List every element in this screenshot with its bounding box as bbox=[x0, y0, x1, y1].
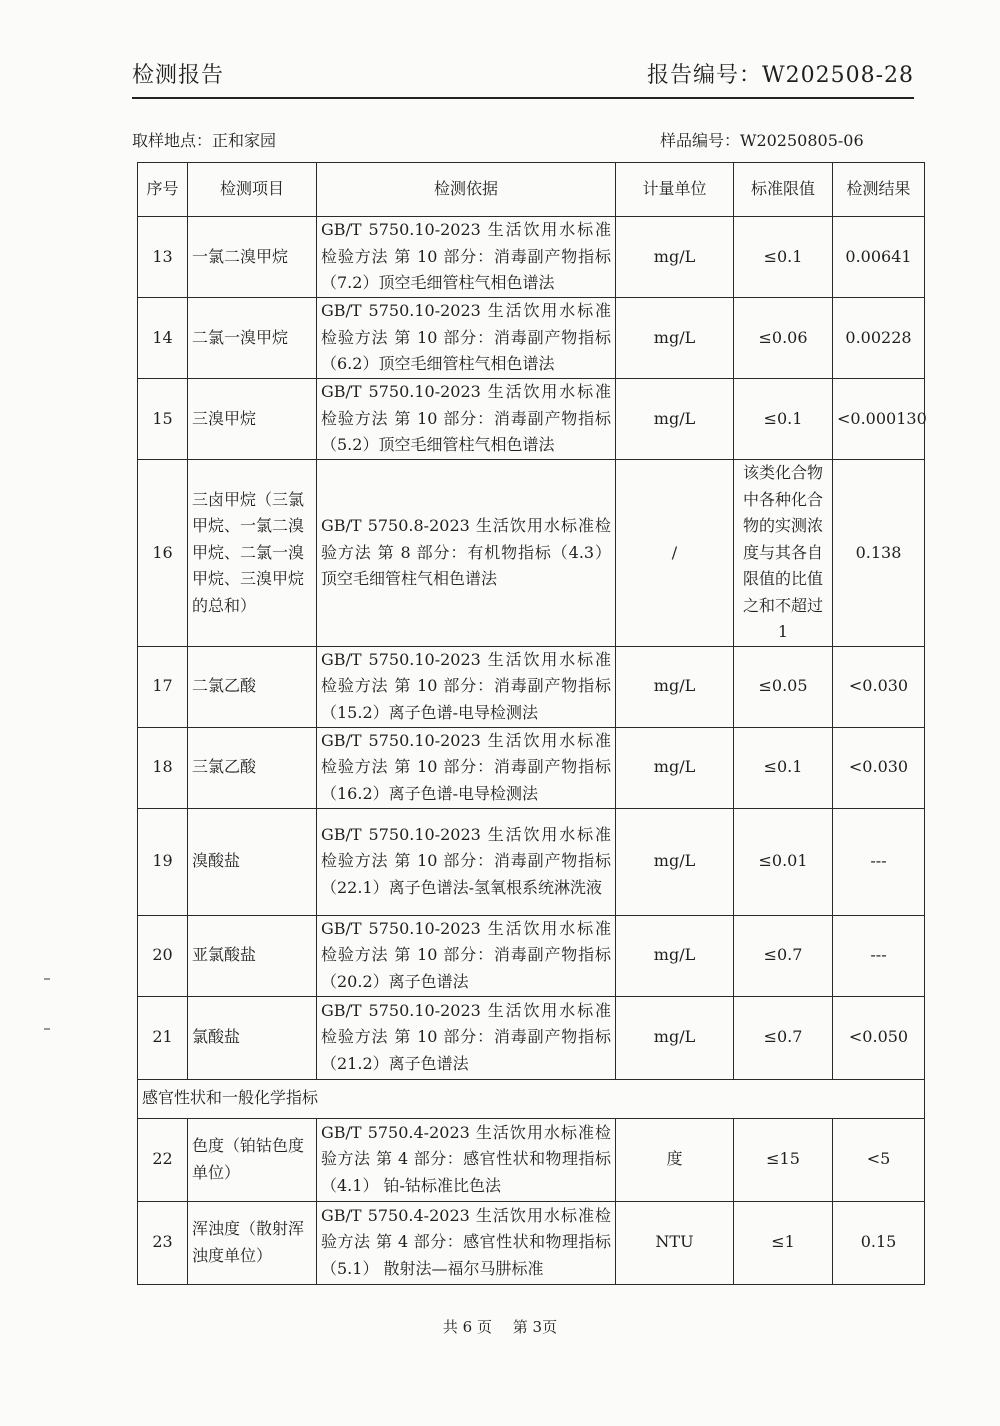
row-result: 0.00641 bbox=[833, 217, 925, 298]
row-basis: GB/T 5750.10-2023 生活饮用水标准检验方法 第 10 部分：消毒副产物指标（22.1）离子色谱法-氢氧根系统淋洗液 bbox=[317, 808, 616, 915]
row-item: 浑浊度（散射浑浊度单位） bbox=[188, 1201, 317, 1284]
row-item: 三溴甲烷 bbox=[188, 379, 317, 460]
row-item: 色度（铂钴色度单位） bbox=[188, 1118, 317, 1201]
row-basis: GB/T 5750.10-2023 生活饮用水标准检验方法 第 10 部分：消毒副产物指标（15.2）离子色谱-电导检测法 bbox=[317, 646, 616, 727]
row-no: 16 bbox=[138, 460, 188, 647]
row-item: 溴酸盐 bbox=[188, 808, 317, 915]
row-unit: mg/L bbox=[616, 646, 734, 727]
header-divider bbox=[132, 97, 914, 99]
row-result: 0.00228 bbox=[833, 298, 925, 379]
row-unit: mg/L bbox=[616, 996, 734, 1079]
row-result: <0.030 bbox=[833, 727, 925, 808]
col-header-item: 检测项目 bbox=[188, 163, 317, 217]
row-unit: mg/L bbox=[616, 379, 734, 460]
row-limit: ≤15 bbox=[734, 1118, 833, 1201]
row-unit: mg/L bbox=[616, 217, 734, 298]
row-limit: ≤0.7 bbox=[734, 996, 833, 1079]
row-item: 二氯乙酸 bbox=[188, 646, 317, 727]
col-header-no: 序号 bbox=[138, 163, 188, 217]
row-no: 23 bbox=[138, 1201, 188, 1284]
row-item: 一氯二溴甲烷 bbox=[188, 217, 317, 298]
row-item: 三氯乙酸 bbox=[188, 727, 317, 808]
row-item: 二氯一溴甲烷 bbox=[188, 298, 317, 379]
table-header-row bbox=[138, 163, 925, 217]
row-result: <5 bbox=[833, 1118, 925, 1201]
page-footer bbox=[0, 1316, 1000, 1337]
row-basis: GB/T 5750.10-2023 生活饮用水标准检验方法 第 10 部分：消毒副产物指标（16.2）离子色谱-电导检测法 bbox=[317, 727, 616, 808]
row-limit: ≤0.05 bbox=[734, 646, 833, 727]
section-row bbox=[138, 1079, 925, 1118]
row-basis: GB/T 5750.10-2023 生活饮用水标准检验方法 第 10 部分：消毒副产物指标（21.2）离子色谱法 bbox=[317, 996, 616, 1079]
row-unit: mg/L bbox=[616, 808, 734, 915]
row-item: 亚氯酸盐 bbox=[188, 915, 317, 996]
table-row bbox=[138, 915, 925, 996]
col-header-result: 检测结果 bbox=[833, 163, 925, 217]
current-page: 第 3页 bbox=[512, 1318, 558, 1336]
row-item: 三卤甲烷（三氯甲烷、一氯二溴甲烷、二氯一溴甲烷、三溴甲烷的总和） bbox=[188, 460, 317, 647]
row-basis: GB/T 5750.10-2023 生活饮用水标准检验方法 第 10 部分：消毒副产物指标（7.2）顶空毛细管柱气相色谱法 bbox=[317, 217, 616, 298]
row-unit: NTU bbox=[616, 1201, 734, 1284]
row-limit: ≤1 bbox=[734, 1201, 833, 1284]
table-row bbox=[138, 460, 925, 647]
row-no: 13 bbox=[138, 217, 188, 298]
row-result: 0.138 bbox=[833, 460, 925, 647]
scan-speck bbox=[44, 1028, 50, 1030]
row-no: 15 bbox=[138, 379, 188, 460]
row-result: <0.050 bbox=[833, 996, 925, 1079]
row-no: 21 bbox=[138, 996, 188, 1079]
col-header-basis: 检测依据 bbox=[317, 163, 616, 217]
row-limit: ≤0.7 bbox=[734, 915, 833, 996]
row-result: 0.15 bbox=[833, 1201, 925, 1284]
table-row bbox=[138, 298, 925, 379]
row-result: --- bbox=[833, 915, 925, 996]
table-row bbox=[138, 646, 925, 727]
table-row bbox=[138, 1118, 925, 1201]
row-result: <0.000130 bbox=[833, 379, 925, 460]
col-header-limit: 标准限值 bbox=[734, 163, 833, 217]
row-limit: ≤0.1 bbox=[734, 379, 833, 460]
report-number: 报告编号：W202508-28 bbox=[646, 63, 914, 88]
page-title: 检测报告 bbox=[132, 63, 225, 88]
row-basis: GB/T 5750.10-2023 生活饮用水标准检验方法 第 10 部分：消毒副产物指标（5.2）顶空毛细管柱气相色谱法 bbox=[317, 379, 616, 460]
row-unit: mg/L bbox=[616, 915, 734, 996]
row-result: <0.030 bbox=[833, 646, 925, 727]
table-row bbox=[138, 217, 925, 298]
section-label: 感官性状和一般化学指标 bbox=[138, 1079, 925, 1118]
table-row bbox=[138, 727, 925, 808]
total-pages: 共 6 页 bbox=[442, 1318, 492, 1336]
scan-speck bbox=[44, 978, 50, 980]
row-basis: GB/T 5750.10-2023 生活饮用水标准检验方法 第 10 部分：消毒副产物指标（20.2）离子色谱法 bbox=[317, 915, 616, 996]
row-no: 17 bbox=[138, 646, 188, 727]
row-limit: ≤0.06 bbox=[734, 298, 833, 379]
row-no: 19 bbox=[138, 808, 188, 915]
row-limit: ≤0.1 bbox=[734, 217, 833, 298]
row-basis: GB/T 5750.4-2023 生活饮用水标准检验方法 第 4 部分：感官性状和物理指标（5.1） 散射法—福尔马肼标准 bbox=[317, 1201, 616, 1284]
row-unit: / bbox=[616, 460, 734, 647]
sampling-location: 取样地点：正和家园 bbox=[132, 131, 277, 150]
row-result: --- bbox=[833, 808, 925, 915]
row-basis: GB/T 5750.10-2023 生活饮用水标准检验方法 第 10 部分：消毒副产物指标（6.2）顶空毛细管柱气相色谱法 bbox=[317, 298, 616, 379]
row-unit: mg/L bbox=[616, 727, 734, 808]
row-no: 22 bbox=[138, 1118, 188, 1201]
table-row bbox=[138, 379, 925, 460]
row-item: 氯酸盐 bbox=[188, 996, 317, 1079]
table-row bbox=[138, 808, 925, 915]
row-basis: GB/T 5750.8-2023 生活饮用水标准检验方法 第 8 部分：有机物指标（4.3）顶空毛细管柱气相色谱法 bbox=[317, 460, 616, 647]
table-row bbox=[138, 996, 925, 1079]
results-table bbox=[137, 162, 925, 1285]
col-header-unit: 计量单位 bbox=[616, 163, 734, 217]
table-row bbox=[138, 1201, 925, 1284]
row-limit: 该类化合物中各种化合物的实测浓度与其各自限值的比值之和不超过 1 bbox=[734, 460, 833, 647]
row-basis: GB/T 5750.4-2023 生活饮用水标准检验方法 第 4 部分：感官性状和物理指标（4.1） 铂-钴标准比色法 bbox=[317, 1118, 616, 1201]
row-no: 18 bbox=[138, 727, 188, 808]
row-no: 14 bbox=[138, 298, 188, 379]
row-limit: ≤0.1 bbox=[734, 727, 833, 808]
row-limit: ≤0.01 bbox=[734, 808, 833, 915]
sample-number: 样品编号：W20250805-06 bbox=[660, 131, 864, 150]
row-no: 20 bbox=[138, 915, 188, 996]
row-unit: 度 bbox=[616, 1118, 734, 1201]
row-unit: mg/L bbox=[616, 298, 734, 379]
